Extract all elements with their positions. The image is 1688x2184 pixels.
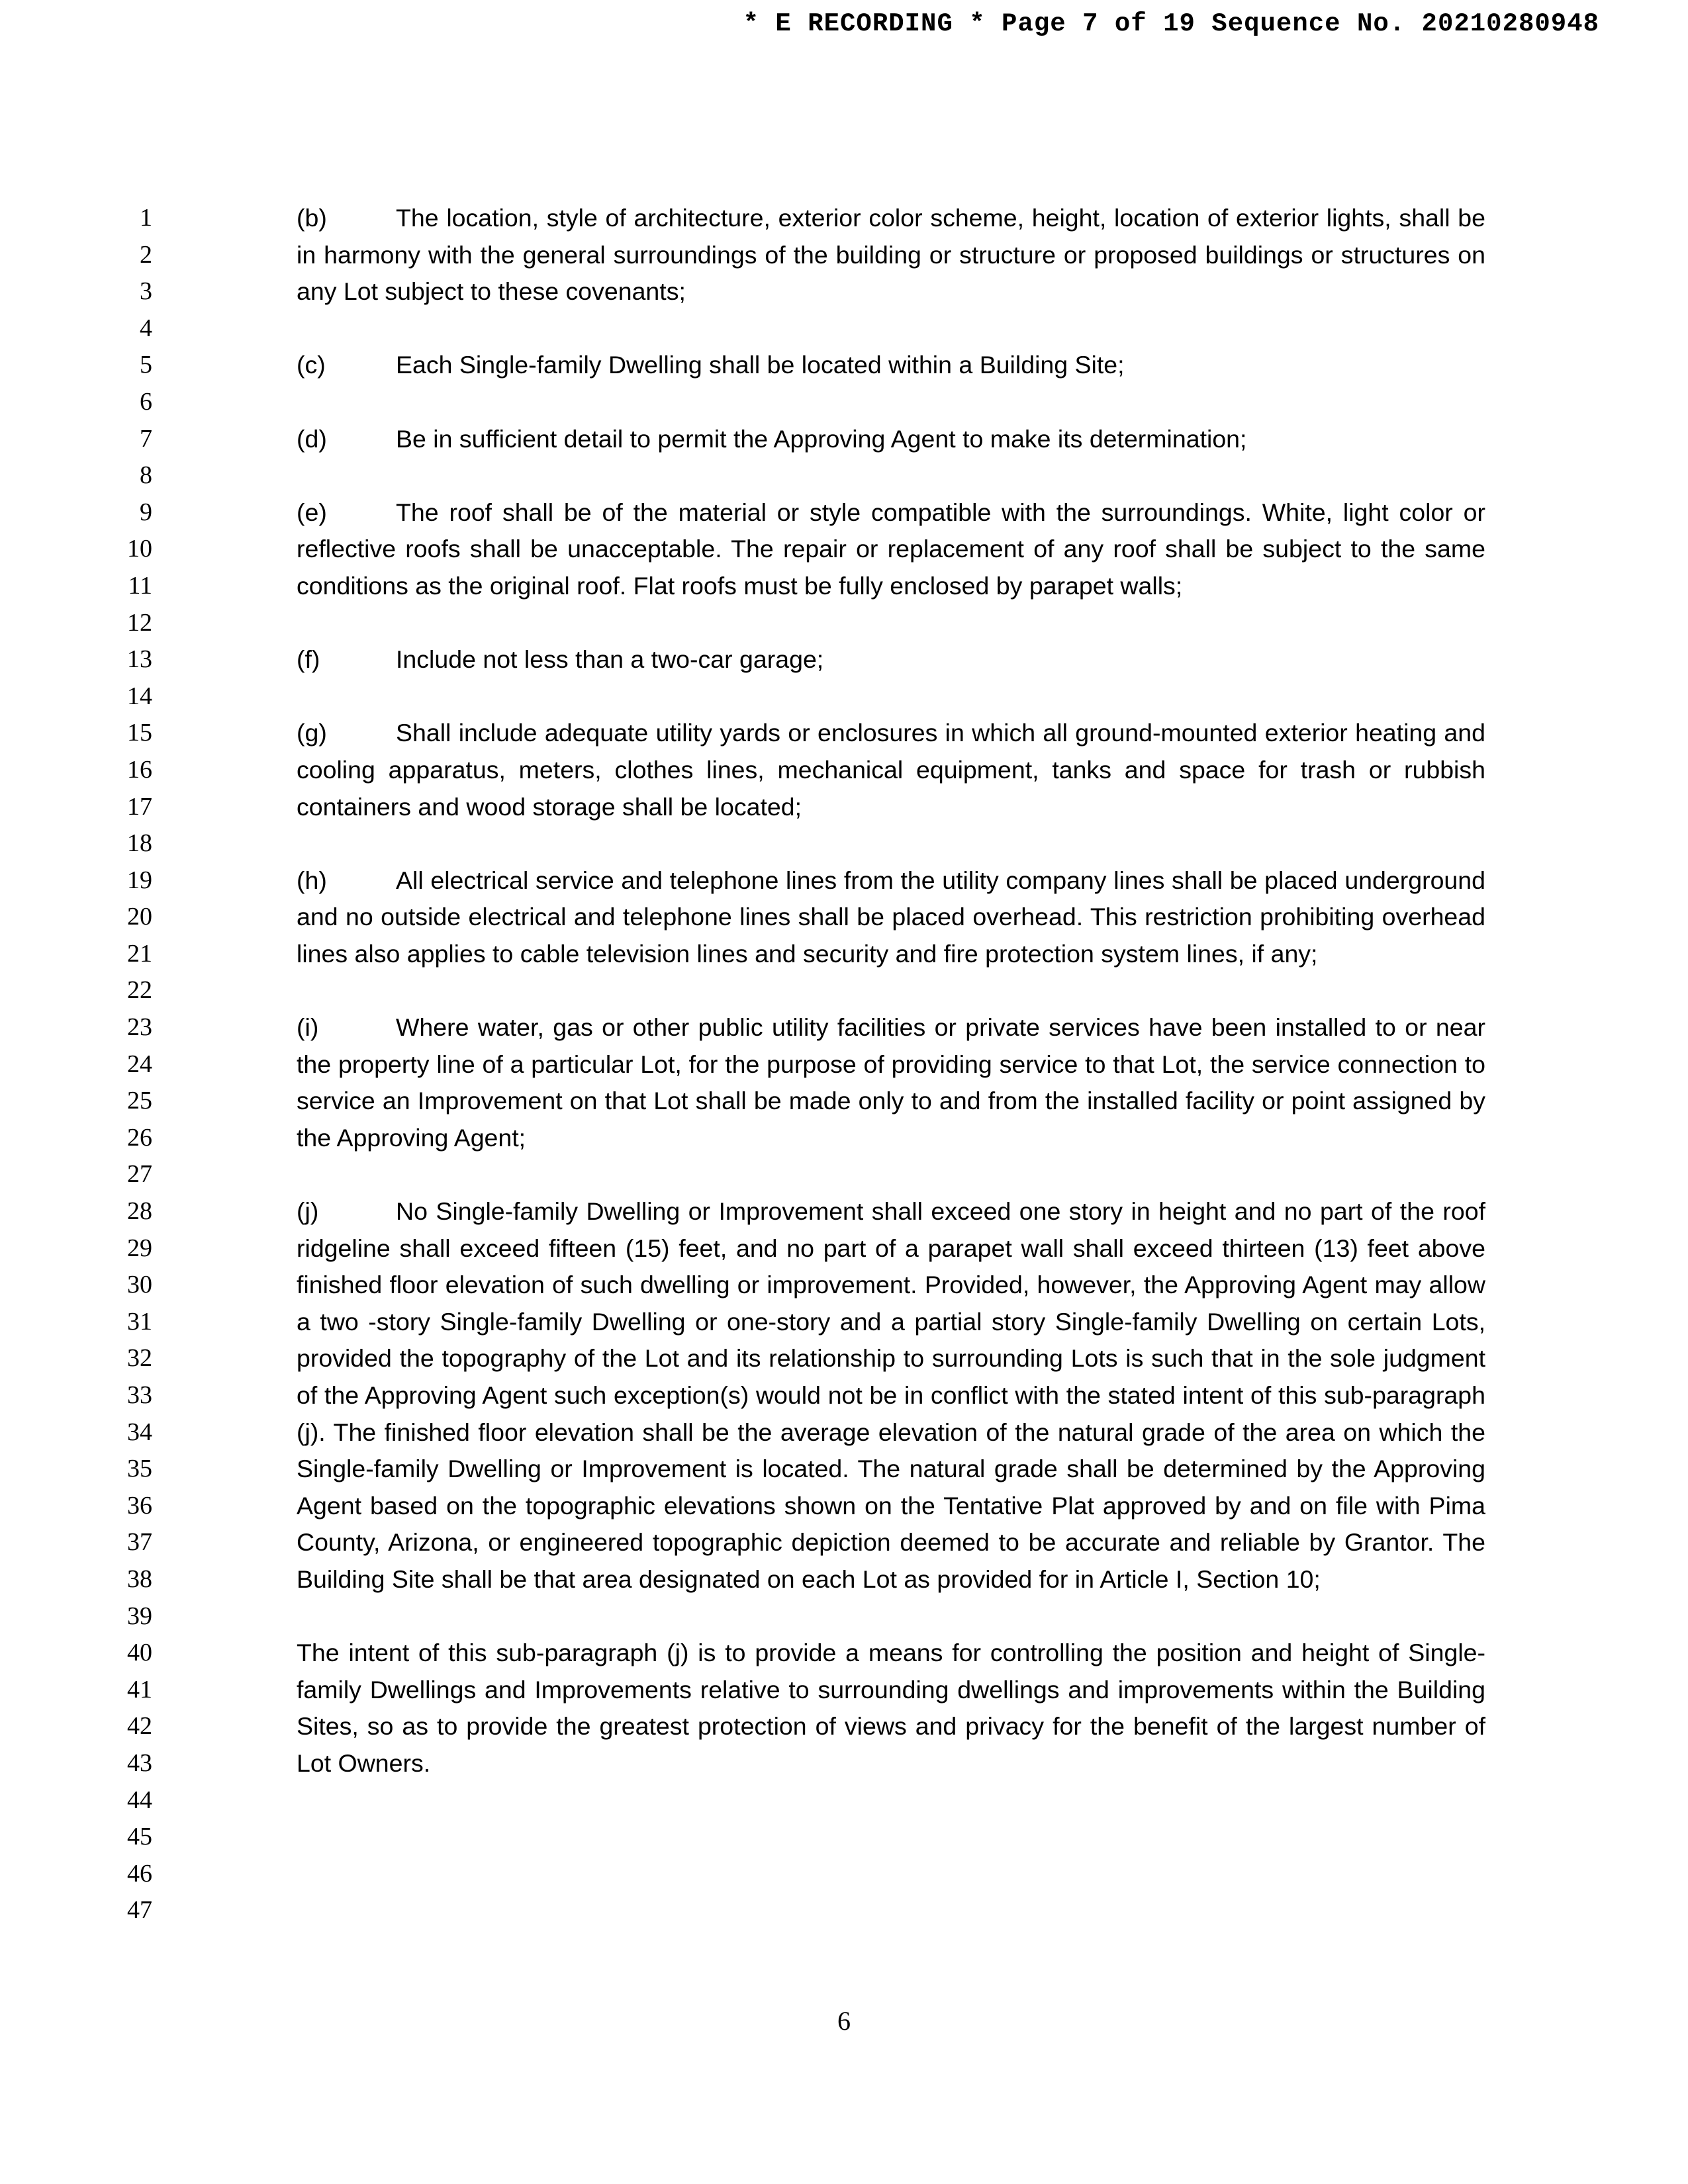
line-number: 7 <box>140 424 152 453</box>
paragraph-marker: (g) <box>297 719 327 747</box>
paragraph-d <box>297 421 1485 458</box>
line-number: 43 <box>127 1749 152 1777</box>
line-number: 4 <box>140 314 152 342</box>
line-number: 24 <box>127 1050 152 1078</box>
line-number: 36 <box>127 1491 152 1520</box>
line-number: 27 <box>127 1160 152 1189</box>
line-number: 1 <box>140 204 152 232</box>
line-number: 16 <box>127 755 152 784</box>
paragraph-text: Where water, gas or other public utility facilities or private services have been installed to or near the property line of a particular Lot, for the purpose of providing service to that Lot, the service connection to service an Improvement on that Lot shall be made only to and from the installed facility or point assigned by the Approving Agent; <box>297 1013 1485 1152</box>
line-number: 25 <box>127 1087 152 1115</box>
line-number: 46 <box>127 1859 152 1888</box>
line-number: 9 <box>140 498 152 526</box>
paragraph-text: All electrical service and telephone lines from the utility company lines shall be placed underground and no outside electrical and telephone lines shall be placed overhead. This restriction prohibiting overhead lines also applies to cable television lines and security and fire protection system lines, if any; <box>297 866 1485 968</box>
line-number: 21 <box>127 939 152 968</box>
line-number: 42 <box>127 1712 152 1741</box>
line-number: 17 <box>127 792 152 821</box>
paragraph-text: The location, style of architecture, exterior color scheme, height, location of exterior lights, shall be in harmony with the general surroundings of the building or structure or proposed buildings or structures on any Lot subject to these covenants; <box>297 204 1485 306</box>
paragraph-g <box>297 715 1485 825</box>
line-number: 2 <box>140 240 152 269</box>
line-number: 14 <box>127 682 152 710</box>
line-number: 18 <box>127 829 152 858</box>
line-number: 20 <box>127 903 152 931</box>
line-number: 41 <box>127 1675 152 1704</box>
paragraph-intent <box>297 1635 1485 1782</box>
document-body <box>297 200 1485 1819</box>
line-number: 47 <box>127 1896 152 1925</box>
line-number: 6 <box>140 387 152 416</box>
line-number: 39 <box>127 1602 152 1630</box>
line-number: 19 <box>127 866 152 894</box>
page-number: 6 <box>837 2006 851 2036</box>
line-number: 35 <box>127 1455 152 1483</box>
paragraph-f <box>297 641 1485 678</box>
paragraph-marker: (f) <box>297 645 320 674</box>
line-number: 37 <box>127 1528 152 1557</box>
paragraph-text: The roof shall be of the material or style compatible with the surroundings. White, light color or reflective roofs shall be unacceptable. The repair or replacement of any roof shall be subject to the same conditions as the original roof. Flat roofs must be fully enclosed by parapet walls; <box>297 498 1485 600</box>
paragraph-j <box>297 1193 1485 1598</box>
paragraph-text: Each Single-family Dwelling shall be located within a Building Site; <box>396 351 1125 379</box>
line-number: 45 <box>127 1823 152 1851</box>
paragraph-text: No Single-family Dwelling or Improvement shall exceed one story in height and no part of the roof ridgeline shall exceed fifteen (15) feet, and no part of a parapet wall shall exceed thirteen (13) feet above finished floor elevation of such dwelling or improvement. Provided, however, the Approving Agent may allow a two -story Single-family Dwelling or one-story and a partial story Single-family Dwelling on certain Lots, provided the topography of the Lot and its relationship to surrounding Lots is such that in the sole judgment of the Approving Agent such exception(s) would not be in conflict with the stated intent of this sub-paragraph (j). The finished floor elevation shall be the average elevation of the natural grade of the area on which the Single-family Dwelling or Improvement is located. The natural grade shall be determined by the Approving Agent based on the topographic elevations shown on the Tentative Plat approved by and on file with Pima County, Arizona, or engineered topographic depiction deemed to be accurate and reliable by Grantor. The Building Site shall be that area designated on each Lot as provided for in Article I, Section 10; <box>297 1197 1485 1593</box>
paragraph-text: Shall include adequate utility yards or enclosures in which all ground-mounted exterior heating and cooling apparatus, meters, clothes lines, mechanical equipment, tanks and space for trash or rubbish containers and wood storage shall be located; <box>297 719 1485 821</box>
line-number: 34 <box>127 1418 152 1446</box>
line-number: 8 <box>140 461 152 490</box>
paragraph-h <box>297 862 1485 973</box>
line-number: 31 <box>127 1307 152 1336</box>
paragraph-marker: (d) <box>297 424 327 453</box>
line-number: 15 <box>127 719 152 747</box>
line-number: 10 <box>127 535 152 563</box>
paragraph-text: The intent of this sub-paragraph (j) is to provide a means for controlling the position and height of Single-family Dwellings and Improvements relative to surrounding dwellings and improvements within the Building Sites, so as to provide the greatest protection of views and privacy for the benefit of the largest number of Lot Owners. <box>297 1639 1485 1777</box>
line-number: 28 <box>127 1197 152 1226</box>
line-number: 33 <box>127 1381 152 1409</box>
line-number: 12 <box>127 608 152 637</box>
line-number: 40 <box>127 1639 152 1667</box>
paragraph-b <box>297 200 1485 310</box>
line-number: 30 <box>127 1271 152 1299</box>
paragraph-text: Be in sufficient detail to permit the Approving Agent to make its determination; <box>396 424 1247 453</box>
line-number: 3 <box>140 277 152 306</box>
paragraph-marker: (h) <box>297 866 327 894</box>
paragraph-c <box>297 347 1485 384</box>
paragraph-marker: (c) <box>297 351 326 379</box>
line-number: 44 <box>127 1786 152 1814</box>
paragraph-text: Include not less than a two-car garage; <box>396 645 824 674</box>
line-number: 26 <box>127 1123 152 1152</box>
line-numbers <box>99 200 152 1929</box>
line-number: 22 <box>127 976 152 1005</box>
line-number: 5 <box>140 351 152 379</box>
paragraph-marker: (j) <box>297 1197 319 1226</box>
paragraph-marker: (i) <box>297 1013 319 1042</box>
paragraph-marker: (e) <box>297 498 327 526</box>
line-number: 29 <box>127 1234 152 1262</box>
paragraph-i <box>297 1009 1485 1156</box>
paragraph-e <box>297 494 1485 605</box>
line-number: 13 <box>127 645 152 674</box>
line-number: 32 <box>127 1344 152 1373</box>
recording-header: * E RECORDING * Page 7 of 19 Sequence No. 20210280948 <box>743 9 1599 38</box>
paragraph-marker: (b) <box>297 204 327 232</box>
line-number: 23 <box>127 1013 152 1042</box>
line-number: 38 <box>127 1565 152 1593</box>
line-number: 11 <box>128 571 152 600</box>
